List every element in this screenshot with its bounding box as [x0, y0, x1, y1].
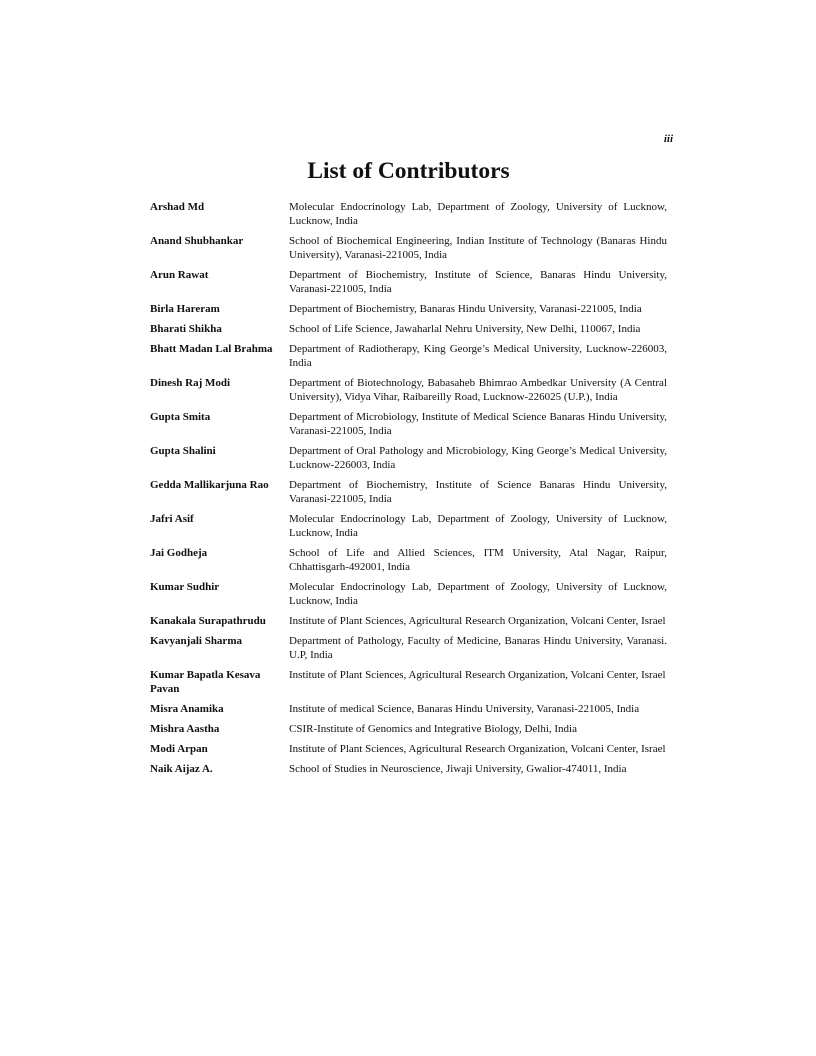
contributor-affiliation: Institute of Plant Sciences, Agricultural Research Organization, Volcani Center, Israel	[289, 669, 666, 681]
contributor-row	[150, 668, 667, 696]
contributor-affiliation: Molecular Endocrinology Lab, Department of Zoology, University of Lucknow, Lucknow, India	[289, 201, 667, 227]
contributor-affiliation: School of Life Science, Jawaharlal Nehru University, New Delhi, 110067, India	[289, 323, 641, 335]
contributor-row	[150, 546, 667, 574]
contributor-affiliation: Institute of Plant Sciences, Agricultural Research Organization, Volcani Center, Israel	[289, 615, 666, 627]
contributor-affiliation: Department of Pathology, Faculty of Medicine, Banaras Hindu University, Varanasi. U.P, India	[289, 635, 667, 661]
contributor-name: Bhatt Madan Lal Brahma	[150, 343, 273, 355]
contributor-name: Kavyanjali Sharma	[150, 635, 242, 647]
contributor-name: Kanakala Surapathrudu	[150, 615, 266, 627]
contributor-name: Mishra Aastha	[150, 723, 220, 735]
contributor-affiliation: Department of Radiotherapy, King George’s Medical University, Lucknow-226003, India	[289, 343, 667, 369]
contributor-name: Kumar Bapatla Kesava Pavan	[150, 669, 261, 695]
contributor-name: Dinesh Raj Modi	[150, 377, 231, 389]
contributor-affiliation: Department of Oral Pathology and Microbiology, King George’s Medical University, Lucknow-226003, India	[289, 445, 667, 471]
contributor-name: Kumar Sudhir	[150, 581, 220, 593]
contributor-row	[150, 634, 667, 662]
contributor-affiliation: Molecular Endocrinology Lab, Department of Zoology, University of Lucknow, Lucknow, India	[289, 581, 667, 607]
contributor-affiliation: CSIR-Institute of Genomics and Integrative Biology, Delhi, India	[289, 723, 577, 735]
contributor-name: Jafri Asif	[150, 513, 194, 525]
contributor-name: Modi Arpan	[150, 743, 208, 755]
contributor-list	[150, 200, 667, 782]
contributor-affiliation: Institute of medical Science, Banaras Hindu University, Varanasi-221005, India	[289, 703, 640, 715]
contributor-affiliation: School of Life and Allied Sciences, ITM University, Atal Nagar, Raipur, Chhattisgarh-492001, India	[289, 547, 667, 573]
contributor-affiliation: Department of Biochemistry, Institute of Science Banaras Hindu University, Varanasi-221005, India	[289, 479, 667, 505]
contributor-row	[150, 376, 667, 404]
page-title: List of Contributors	[307, 158, 510, 184]
page-number: iii	[663, 133, 673, 145]
contributor-name: Arun Rawat	[150, 269, 209, 281]
contributor-name: Anand Shubhankar	[150, 235, 244, 247]
contributor-row	[150, 410, 667, 438]
contributor-affiliation: Molecular Endocrinology Lab, Department of Zoology, University of Lucknow, Lucknow, India	[289, 513, 667, 539]
contributor-row	[150, 762, 667, 776]
contributor-row	[150, 268, 667, 296]
contributor-name: Arshad Md	[150, 201, 205, 213]
contributor-affiliation: Department of Microbiology, Institute of Medical Science Banaras Hindu University, Varanasi-221005, India	[289, 411, 667, 437]
contributor-affiliation: Institute of Plant Sciences, Agricultural Research Organization, Volcani Center, Israel	[289, 743, 666, 755]
contributor-row	[150, 702, 667, 716]
contributor-name: Naik Aijaz A.	[150, 763, 213, 775]
contributor-row	[150, 722, 667, 736]
contributor-name: Gedda Mallikarjuna Rao	[150, 479, 269, 491]
contributor-name: Birla Hareram	[150, 303, 220, 315]
contributor-row	[150, 302, 667, 316]
contributor-row	[150, 200, 667, 228]
contributor-name: Gupta Smita	[150, 411, 211, 423]
contributor-affiliation: Department of Biotechnology, Babasaheb Bhimrao Ambedkar University (A Central University), Vidya Vihar, Raibareilly Road, Lucknow-226025 (U.P.), India	[289, 377, 667, 403]
contributor-row	[150, 478, 667, 506]
contributor-affiliation: School of Biochemical Engineering, Indian Institute of Technology (Banaras Hindu University), Varanasi-221005, India	[289, 235, 667, 261]
contributor-row	[150, 234, 667, 262]
contributor-row	[150, 444, 667, 472]
contributor-affiliation: Department of Biochemistry, Institute of Science, Banaras Hindu University, Varanasi-221005, India	[289, 269, 667, 295]
contributor-name: Bharati Shikha	[150, 323, 222, 335]
contributor-name: Gupta Shalini	[150, 445, 216, 457]
contributor-row	[150, 614, 667, 628]
contributor-row	[150, 580, 667, 608]
contributor-name: Jai Godheja	[150, 547, 208, 559]
contributor-row	[150, 322, 667, 336]
contributor-row	[150, 342, 667, 370]
contributor-row	[150, 512, 667, 540]
contributor-row	[150, 742, 667, 756]
contributor-affiliation: Department of Biochemistry, Banaras Hindu University, Varanasi-221005, India	[289, 303, 642, 315]
contributor-name: Misra Anamika	[150, 703, 224, 715]
contributor-affiliation: School of Studies in Neuroscience, Jiwaji University, Gwalior-474011, India	[289, 763, 627, 775]
